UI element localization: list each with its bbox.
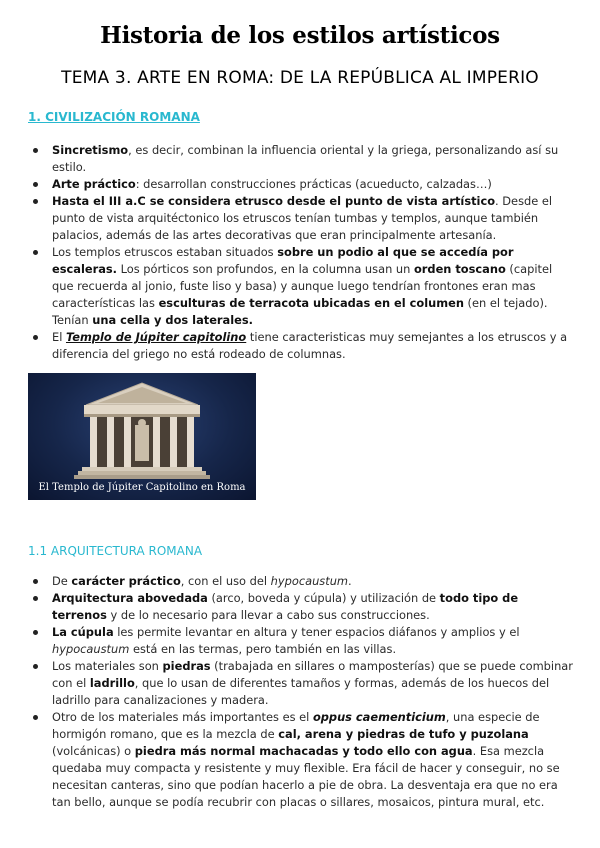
list-item: Arquitectura abovedada (arco, boveda y cúpula) y utilización de todo tipo de terrenos y de lo necesario para llevar a cabo sus construcciones. [28,590,573,624]
civilizacion-bullet-list [28,142,573,363]
section-heading-civilizacion: 1. CIVILIZACIÓN ROMANA [28,110,200,124]
templo-jupiter-link[interactable]: Templo de Júpiter capitolino [65,330,247,344]
list-item: La cúpula les permite levantar en altura y tener espacios diáfanos y amplios y el hypocaustum está en las termas, pero también en las villas. [28,624,573,658]
list-item: Arte práctico: desarrollan construcciones prácticas (acueducto, calzadas…) [28,176,573,193]
list-item: Los materiales son piedras (trabajada en sillares o mamposterías) que se puede combinar con el ladrillo, que lo usan de diferentes tamaños y formas, además de los huecos del ladrillo para canalizaciones y madera. [28,658,573,709]
page-subtitle: TEMA 3. ARTE EN ROMA: DE LA REPÚBLICA AL IMPERIO [61,68,539,88]
list-item: Otro de los materiales más importantes es el oppus caementicium, una especie de hormigón romano, que es la mezcla de cal, arena y piedras de tufo y puzolana (volcánicas) o piedra más normal machacadas y todo ello con agua. Esa mezcla quedaba muy compacta y resistente y muy flexible. Era fácil de hacer y conseguir, no se necesitan canteras, sino que podían hacerlo a pie de obra. La desventaja era que no era tan bello, aunque se podía recubrir con placas o sillares, mosaicos, pintura mural, etc. [28,709,573,811]
list-item: El Templo de Júpiter capitolino tiene caracteristicas muy semejantes a los etruscos y a diferencia del griego no está rodeado de columnas. [28,329,573,363]
list-item: Hasta el III a.C se considera etrusco desde el punto de vista artístico. Desde el punto de vista arquitéctonico los etruscos tenían tumbas y templos, aunque también palacios, además de las artes decorativas que eran principalmente artesanía. [28,193,573,244]
list-item: Sincretismo, es decir, combinan la influencia oriental y la griega, personalizando así su estilo. [28,142,573,176]
temple-jupiter-image [28,373,256,500]
arquitectura-bullet-list [28,573,573,811]
temple-illustration [28,373,256,500]
page-title: Historia de los estilos artísticos [100,22,500,49]
list-item: De carácter práctico, con el uso del hypocaustum. [28,573,573,590]
image-caption: El Templo de Júpiter Capitolino en Roma [38,482,246,493]
list-item: Los templos etruscos estaban situados sobre un podio al que se accedía por escaleras. Los pórticos son profundos, en la columna usan un orden toscano (capitel que recuerda al jonio, fuste liso y basa) y aunque luego tendrían frontones eran mas características las esculturas de terracota ubicadas en el columen (en el tejado). Tenían una cella y dos laterales. [28,244,573,329]
section-heading-arquitectura: 1.1 ARQUITECTURA ROMANA [28,544,203,558]
